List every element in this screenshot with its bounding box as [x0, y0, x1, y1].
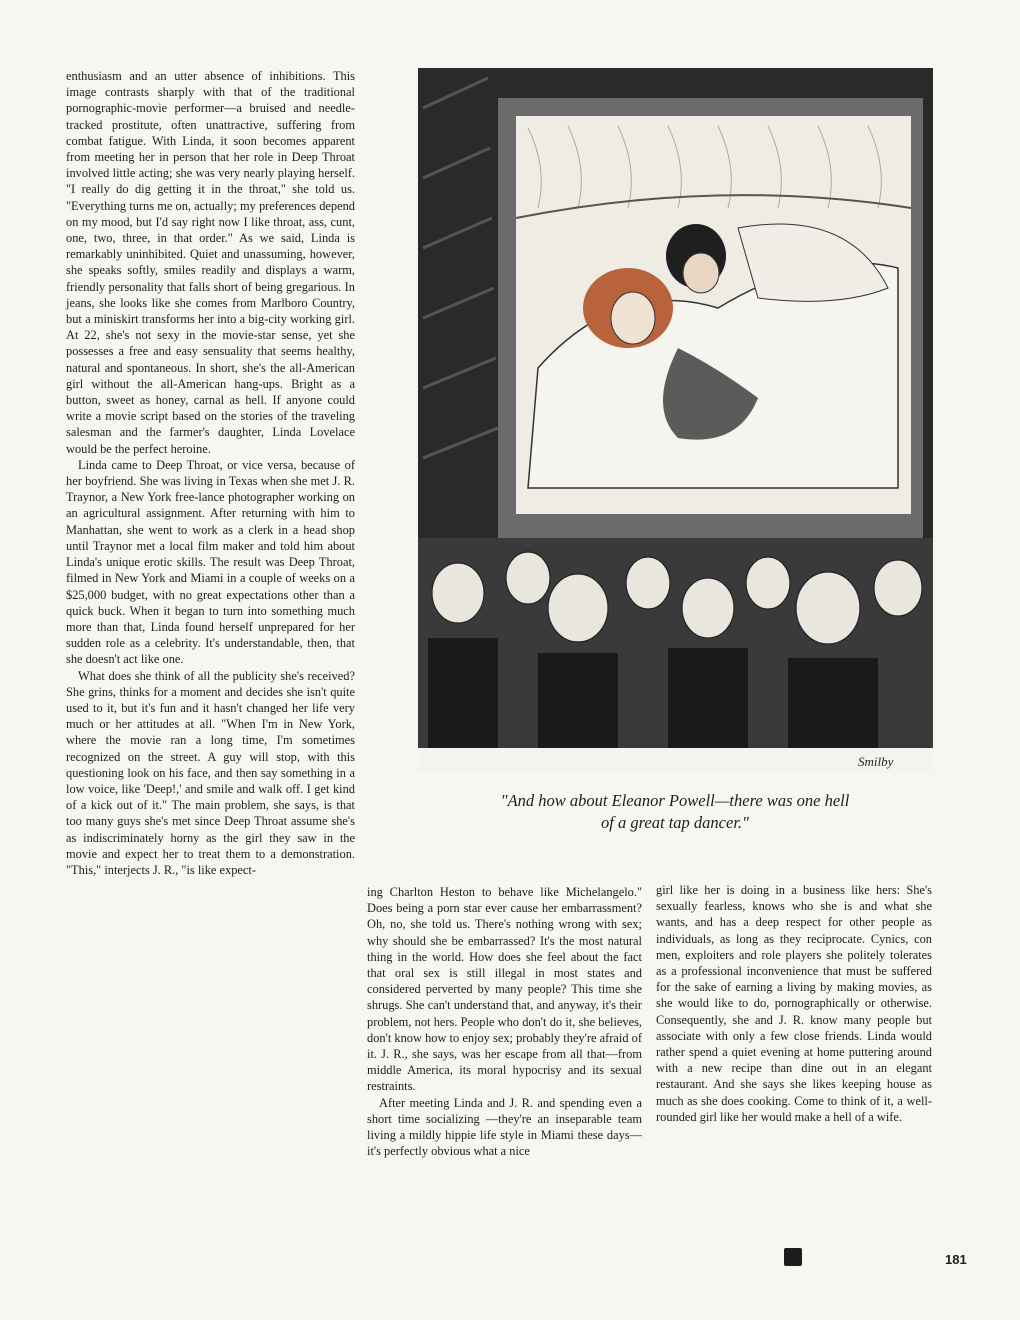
article-column-right	[656, 882, 932, 1125]
playboy-rabbit-icon	[784, 1248, 802, 1266]
cartoon-illustration	[418, 68, 933, 773]
page-number: 181	[945, 1252, 967, 1267]
paragraph: Linda came to Deep Throat, or vice versa, because of her boyfriend. She was living in Texas when she met J. R. Traynor, a New York free-lance photographer working on an agricultural assignment. After returning with him to Manhattan, she went to work as a clerk in a head shop until Traynor met a local film maker and told him about Linda's unique erotic skills. The result was Deep Throat, filmed in New York and Miami in a couple of weeks on a $25,000 budget, with no great expectations other than a quick buck. When it began to turn into something much more than that, Linda found herself unprepared for her sudden role as a celebrity. It's understandable, then, that she doesn't act like one.	[66, 457, 355, 667]
paragraph: After meeting Linda and J. R. and spending even a short time socializing —they're an inseparable team living a mildly hippie life style in Miami these days—it's perfectly obvious what a nice	[367, 1095, 642, 1159]
cartoon-caption	[370, 790, 980, 834]
paragraph: What does she think of all the publicity she's received? She grins, thinks for a moment and decides she isn't quite used to it, but it's fun and it hasn't changed her life very much or her attitudes at all. "When I'm in New York, where the movie ran a long time, I'm sometimes recognized on the street. A guy will stop, with this questioning look on his face, and then say something in a low voice, like 'Deep!,' and smile and walk off. I get kind of a kick out of it." The main problem, she says, is that too many guys she's met since Deep Throat assume she's as indiscriminately horny as the girl they saw in the movie and expect her to treat them to a demonstration. "This," interjects J. R., "is like expect-	[66, 668, 355, 877]
caption-line-2: of a great tap dancer."	[601, 813, 749, 832]
paragraph: girl like her is doing in a business like hers: She's sexually fearless, knows who she is and what she wants, and has a deep respect for other people as individuals, as long as they reciprocate. Cynics, con men, exploiters and role players she politely tolerates as a professional inconvenience that must be suffered for the sake of earning a living by making movies, as she would like to do, pornographically or otherwise. Consequently, she and J. R. know many people but associate with only a few close friends. Linda would rather spend a quiet evening at home puttering around with a new recipe than dine out in an elegant restaurant. And she says she likes keeping house as much as she does cooking. Come to think of it, a well-rounded girl like her would make a hell of a wife.	[656, 883, 932, 1124]
caption-line-1: "And how about Eleanor Powell—there was one hell	[500, 791, 850, 810]
cartoon-drawing	[418, 68, 933, 773]
paragraph: enthusiasm and an utter absence of inhibitions. This image contrasts sharply with that of the traditional pornographic-movie performer—a bruised and needle-tracked prostitute, often unattractive, suffering from combat fatigue. With Linda, it soon becomes apparent from meeting her in person that her role in Deep Throat involved little acting; she was very nearly playing herself. "I really do dig getting it in the throat," she told us. "Everything turns me on, actually; my preferences depend on my mood, but I'd say right now I like throat, ass, cunt, one, two, three, in that order." As we said, Linda is remarkably uninhibited. Quiet and unassuming, however, she speaks softly, smiles readily and displays a warm, friendly personality that falls short of being gregarious. In jeans, she looks like she comes from Marlboro Country, but a miniskirt transforms her into a big-city working girl. At 22, she's not sexy in the movie-star sense, yet she possesses a free and easy sensuality that seems healthy, natural and spontaneous. In short, she's the all-American girl without the all-American hang-ups. Bright as a button, sweet as honey, carnal as hell. If anyone could write a movie script based on the stories of the traveling salesman and the farmer's daughter, Linda Lovelace would be the perfect heroine.	[66, 69, 355, 456]
cartoon-signature: Smilby	[858, 754, 894, 769]
article-column-middle	[367, 884, 642, 1159]
paragraph: ing Charlton Heston to behave like Michelangelo." Does being a porn star ever cause her embarrassment? Oh, no, she told us. There's nothing wrong with sex; why should she be embarrassed? It's the most natural thing in the world. How does she feel about the fact that oral sex is still illegal in most states and considered perverted by many people? This time she shrugs. She can't understand that, and anyway, it's their problem, not hers. People who don't do it, she believes, don't know how to enjoy sex; probably they're afraid of it. J. R., she says, was her escape from all that—from middle America, its moral hypocrisy and its sexual restraints.	[367, 885, 642, 1094]
article-column-left	[66, 68, 355, 878]
